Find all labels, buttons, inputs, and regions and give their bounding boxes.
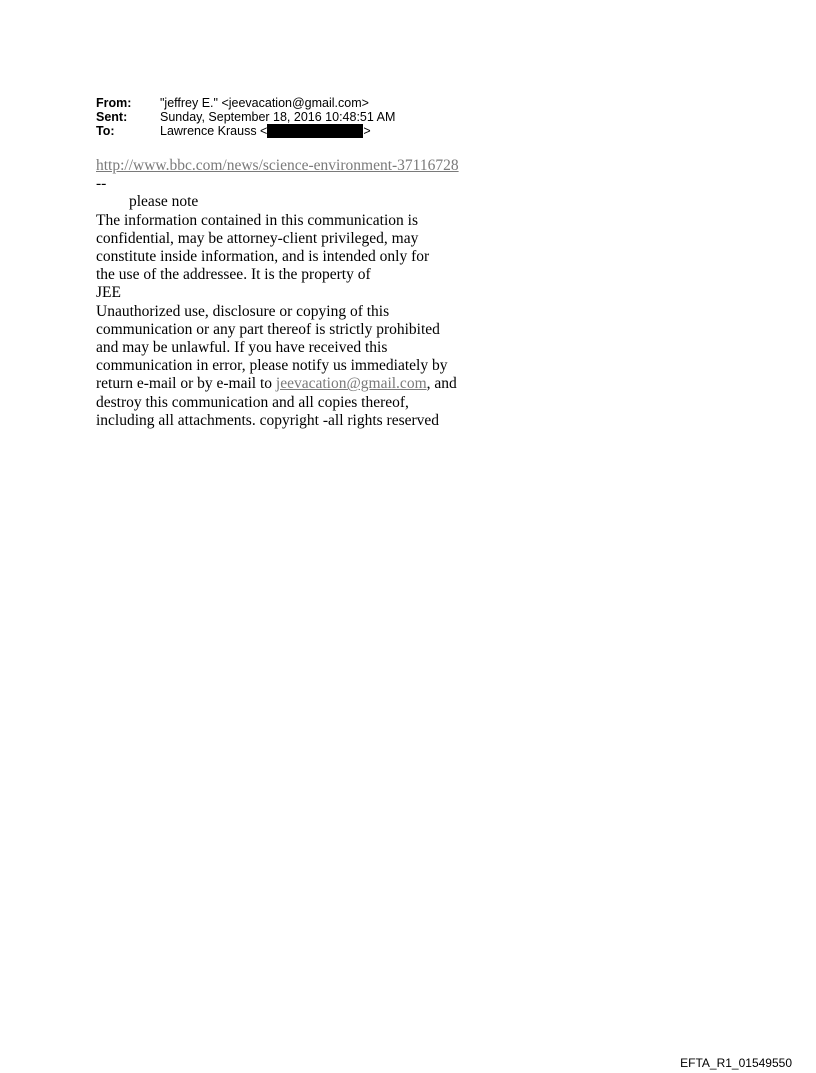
disclaimer-line: constitute inside information, and is intended only for — [96, 248, 430, 266]
sent-row — [96, 110, 395, 124]
return-suffix: , and — [426, 375, 457, 393]
disclaimer-line: confidential, may be attorney-client privileged, may — [96, 229, 419, 247]
disclaimer-line: destroy this communication and all copies thereof, — [96, 393, 409, 411]
document-id: EFTA_R1_01549550 — [680, 1056, 792, 1070]
from-row — [96, 96, 395, 110]
disclaimer-line: and may be unlawful. If you have received this — [96, 339, 388, 357]
news-link[interactable]: http://www.bbc.com/news/science-environment-37116728 — [96, 157, 459, 174]
disclaimer-line: the use of the addressee. It is the property of — [96, 266, 371, 284]
sent-label: Sent: — [96, 110, 128, 124]
sent-value: Sunday, September 18, 2016 10:48:51 AM — [160, 110, 396, 124]
disclaimer-line: including all attachments. copyright -all rights reserved — [96, 411, 440, 429]
disclaimer-line: Unauthorized use, disclosure or copying of this — [96, 302, 390, 320]
redaction-block — [267, 124, 363, 138]
from-label: From: — [96, 96, 132, 110]
email-body — [96, 157, 516, 430]
email-header — [96, 96, 395, 138]
separator: -- — [96, 175, 107, 193]
from-value: "jeffrey E." <jeevacation@gmail.com> — [160, 96, 369, 110]
disclaimer-line: communication or any part thereof is strictly prohibited — [96, 320, 440, 338]
to-row — [96, 124, 395, 138]
disclaimer-line: The information contained in this communication is — [96, 211, 418, 229]
disclaimer-line: communication in error, please notify us immediately by — [96, 357, 448, 375]
email-link[interactable]: jeevacation@gmail.com — [275, 375, 427, 393]
to-value — [160, 124, 371, 138]
note-heading: please note — [129, 193, 199, 211]
return-prefix: return e-mail or by e-mail to — [96, 375, 276, 393]
to-name: Lawrence Krauss < — [160, 124, 268, 138]
disclaimer-line: JEE — [96, 284, 121, 302]
to-close: > — [363, 124, 371, 138]
to-label: To: — [96, 124, 115, 138]
disclaimer-return-line — [96, 375, 516, 393]
